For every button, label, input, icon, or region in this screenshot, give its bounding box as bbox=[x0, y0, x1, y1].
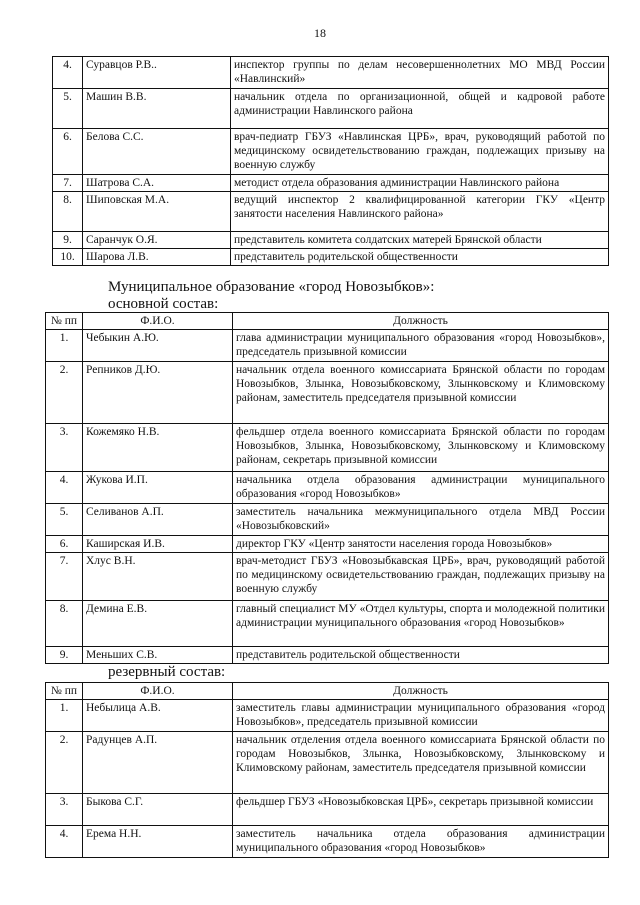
table-row bbox=[46, 504, 609, 536]
row-number: 4. bbox=[46, 826, 83, 858]
row-position: методист отдела образования администрации Навлинского района bbox=[231, 175, 609, 192]
row-number: 9. bbox=[53, 232, 83, 249]
table-row bbox=[53, 249, 609, 266]
table-row bbox=[46, 472, 609, 504]
table-main-body bbox=[46, 330, 609, 664]
row-number: 5. bbox=[53, 89, 83, 129]
row-position: начальник отдела по организационной, общей и кадровой работе администрации Навлинского района bbox=[231, 89, 609, 129]
row-number: 6. bbox=[53, 129, 83, 175]
row-number: 8. bbox=[53, 192, 83, 232]
row-name: Жукова И.П. bbox=[83, 472, 233, 504]
table-row bbox=[46, 794, 609, 826]
table-row bbox=[46, 647, 609, 664]
table-row bbox=[46, 601, 609, 647]
table-row bbox=[53, 175, 609, 192]
table-row bbox=[46, 826, 609, 858]
table-navlinsky bbox=[52, 56, 609, 266]
row-name: Ерема Н.Н. bbox=[83, 826, 233, 858]
row-position: инспектор группы по делам несовершеннолетних МО МВД России «Навлинский» bbox=[231, 57, 609, 89]
row-name: Радунцев А.П. bbox=[83, 732, 233, 794]
table-row bbox=[46, 536, 609, 553]
row-name: Быкова С.Г. bbox=[83, 794, 233, 826]
table-row bbox=[46, 700, 609, 732]
table-reserve-body bbox=[46, 700, 609, 858]
section-heading-reserve: резервный состав: bbox=[108, 664, 226, 680]
column-header-name: Ф.И.О. bbox=[83, 683, 233, 700]
row-name: Чебыкин А.Ю. bbox=[83, 330, 233, 362]
row-name: Небылица А.В. bbox=[83, 700, 233, 732]
row-number: 9. bbox=[46, 647, 83, 664]
row-number: 1. bbox=[46, 330, 83, 362]
row-name: Шиповская М.А. bbox=[83, 192, 231, 232]
row-name: Белова С.С. bbox=[83, 129, 231, 175]
row-position: ведущий инспектор 2 квалифицированной категории ГКУ «Центр занятости населения Навлинского района» bbox=[231, 192, 609, 232]
row-name: Хлус В.Н. bbox=[83, 553, 233, 601]
row-position: врач-методист ГБУЗ «Новозыбкавская ЦРБ», врач, руководящий работой по медицинскому освидетельствованию граждан, подлежащих призыву на военную службу bbox=[233, 553, 609, 601]
section-heading-municipality: Муниципальное образование «город Новозыбков»: bbox=[108, 279, 435, 295]
row-number: 5. bbox=[46, 504, 83, 536]
row-number: 7. bbox=[46, 553, 83, 601]
column-header-position: Должность bbox=[233, 313, 609, 330]
row-number: 10. bbox=[53, 249, 83, 266]
table-header-row bbox=[46, 313, 609, 330]
row-number: 2. bbox=[46, 362, 83, 424]
row-position: начальник отделения отдела военного комиссариата Брянской области по городам Новозыбков, Злынка, Новозыбковскому, Злынковскому и Климовскому районам, заместитель председателя призывной комиссии bbox=[233, 732, 609, 794]
table-row bbox=[53, 129, 609, 175]
row-name: Шатрова С.А. bbox=[83, 175, 231, 192]
row-position: фельдшер отдела военного комиссариата Брянской области по городам Новозыбков, Злынка, Новозыбковскому, Злынковскому и Климовскому районам, секретарь призывной комиссии bbox=[233, 424, 609, 472]
table-row bbox=[53, 192, 609, 232]
row-position: представитель родительской общественности bbox=[231, 249, 609, 266]
section-heading-main: основной состав: bbox=[108, 296, 219, 312]
row-position: начальника отдела образования администрации муниципального образования «город Новозыбков» bbox=[233, 472, 609, 504]
row-name: Машин В.В. bbox=[83, 89, 231, 129]
row-position: глава администрации муниципального образования «город Новозыбков», председатель призывной комиссии bbox=[233, 330, 609, 362]
table-navlinsky-body bbox=[53, 57, 609, 266]
table-main-composition bbox=[45, 312, 609, 664]
row-name: Демина Е.В. bbox=[83, 601, 233, 647]
row-name: Саранчук О.Я. bbox=[83, 232, 231, 249]
row-number: 1. bbox=[46, 700, 83, 732]
row-number: 4. bbox=[46, 472, 83, 504]
row-number: 3. bbox=[46, 424, 83, 472]
row-position: врач-педиатр ГБУЗ «Навлинская ЦРБ», врач, руководящий работой по медицинскому освидетельствованию граждан, подлежащих призыву на военную службу bbox=[231, 129, 609, 175]
row-number: 6. bbox=[46, 536, 83, 553]
row-name: Каширская И.В. bbox=[83, 536, 233, 553]
table-header-row bbox=[46, 683, 609, 700]
row-name: Меньших С.В. bbox=[83, 647, 233, 664]
row-name: Репников Д.Ю. bbox=[83, 362, 233, 424]
row-name: Селиванов А.П. bbox=[83, 504, 233, 536]
row-number: 2. bbox=[46, 732, 83, 794]
table-row bbox=[46, 732, 609, 794]
row-name: Кожемяко Н.В. bbox=[83, 424, 233, 472]
column-header-number: № пп bbox=[46, 683, 83, 700]
table-row bbox=[46, 362, 609, 424]
row-number: 7. bbox=[53, 175, 83, 192]
column-header-position: Должность bbox=[233, 683, 609, 700]
table-row bbox=[46, 330, 609, 362]
row-position: представитель комитета солдатских матерей Брянской области bbox=[231, 232, 609, 249]
table-row bbox=[53, 57, 609, 89]
row-position: представитель родительской общественности bbox=[233, 647, 609, 664]
row-position: начальник отдела военного комиссариата Брянской области по городам Новозыбков, Злынка, Новозыбковскому, Злынковскому и Климовскому районам, заместитель председателя призывной комиссии bbox=[233, 362, 609, 424]
column-header-name: Ф.И.О. bbox=[83, 313, 233, 330]
row-position: заместитель начальника отдела образования администрации муниципального образования «город Новозыбков» bbox=[233, 826, 609, 858]
table-reserve-composition bbox=[45, 682, 609, 858]
row-number: 3. bbox=[46, 794, 83, 826]
table-row bbox=[46, 424, 609, 472]
row-name: Шарова Л.В. bbox=[83, 249, 231, 266]
row-name: Суравцов Р.В.. bbox=[83, 57, 231, 89]
table-row bbox=[46, 553, 609, 601]
column-header-number: № пп bbox=[46, 313, 83, 330]
row-position: заместитель главы администрации муниципального образования «город Новозыбков», председатель призывной комиссии bbox=[233, 700, 609, 732]
table-row bbox=[53, 89, 609, 129]
row-position: директор ГКУ «Центр занятости населения города Новозыбков» bbox=[233, 536, 609, 553]
row-number: 8. bbox=[46, 601, 83, 647]
row-position: заместитель начальника межмуниципального отдела МВД России «Новозыбковский» bbox=[233, 504, 609, 536]
row-position: фельдшер ГБУЗ «Новозыбковская ЦРБ», секретарь призывной комиссии bbox=[233, 794, 609, 826]
page-number: 18 bbox=[314, 26, 326, 40]
table-row bbox=[53, 232, 609, 249]
row-position: главный специалист МУ «Отдел культуры, спорта и молодежной политики администрации муниципального образования «город Новозыбков» bbox=[233, 601, 609, 647]
row-number: 4. bbox=[53, 57, 83, 89]
